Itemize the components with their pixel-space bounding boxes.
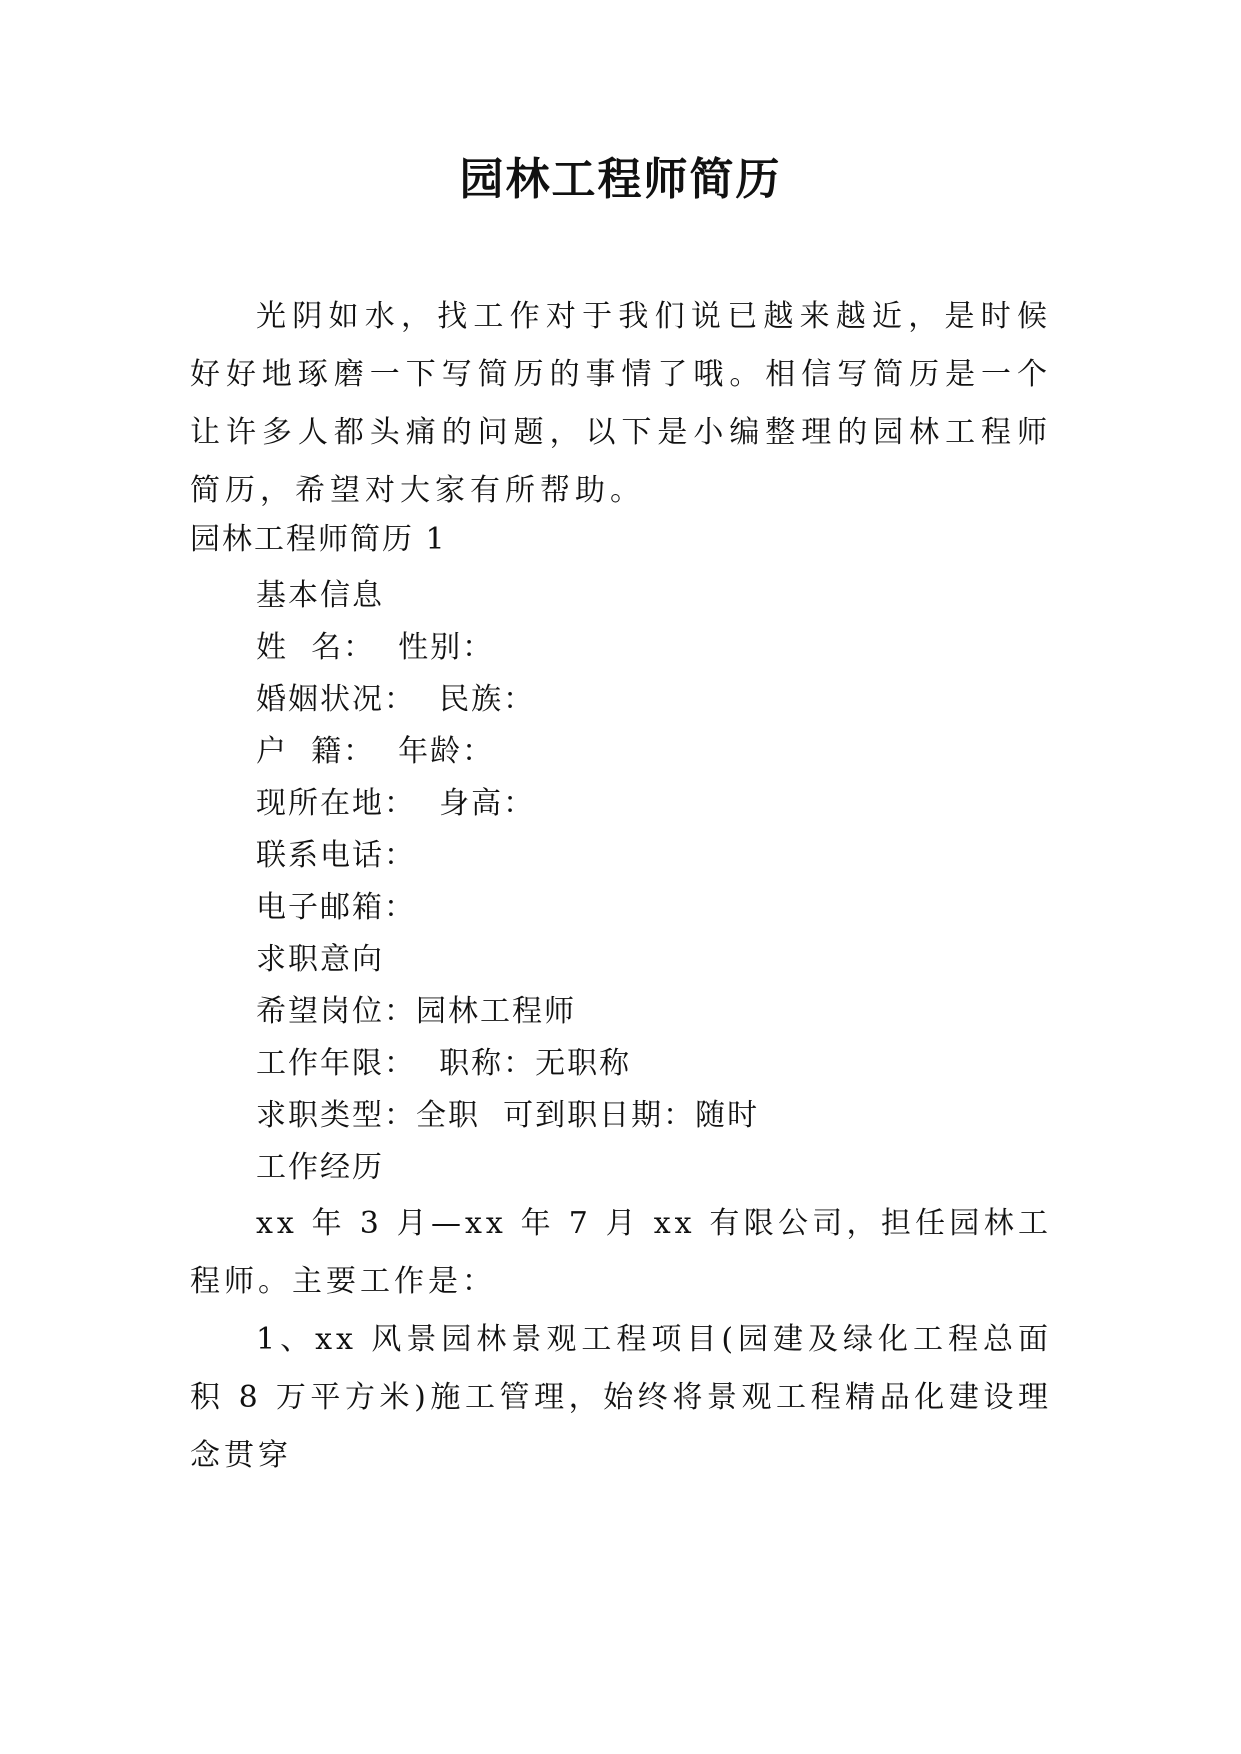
work-entry-paragraph: xx 年 3 月—xx 年 7 月 xx 有限公司，担任园林工程师。主要工作是： (190, 1206, 1052, 1299)
years-title-field: 工作年限： 职称：无职称 (256, 1046, 632, 1081)
work-experience-heading: 工作经历 (256, 1150, 384, 1185)
location-height-field: 现所在地： 身高： (256, 786, 536, 821)
document-title: 园林工程师简历 (459, 154, 782, 205)
intro-paragraph: 光阴如水，找工作对于我们说已越来越近，是时候好好地琢磨一下写简历的事情了哦。相信写简历是一个让许多人都头痛的问题，以下是小编整理的园林工程师简历，希望对大家有所帮助。 (190, 299, 1052, 508)
desired-position-field: 希望岗位：园林工程师 (256, 994, 576, 1029)
job-type-date-field: 求职类型：全职 可到职日期：随时 (256, 1098, 760, 1133)
phone-field: 联系电话： (256, 838, 416, 873)
job-intention-heading: 求职意向 (256, 942, 384, 977)
work-item-1-paragraph: 1、xx 风景园林景观工程项目(园建及绿化工程总面积 8 万平方米)施工管理，始终将景观工程精品化建设理念贯穿 (190, 1322, 1052, 1473)
section-title: 园林工程师简历 1 (190, 522, 447, 557)
marital-ethnic-field: 婚姻状况： 民族： (256, 682, 536, 717)
email-field: 电子邮箱： (256, 890, 416, 925)
name-gender-field: 姓 名： 性别： (256, 630, 495, 665)
hukou-age-field: 户 籍： 年龄： (256, 734, 495, 769)
basic-info-heading: 基本信息 (256, 578, 384, 613)
